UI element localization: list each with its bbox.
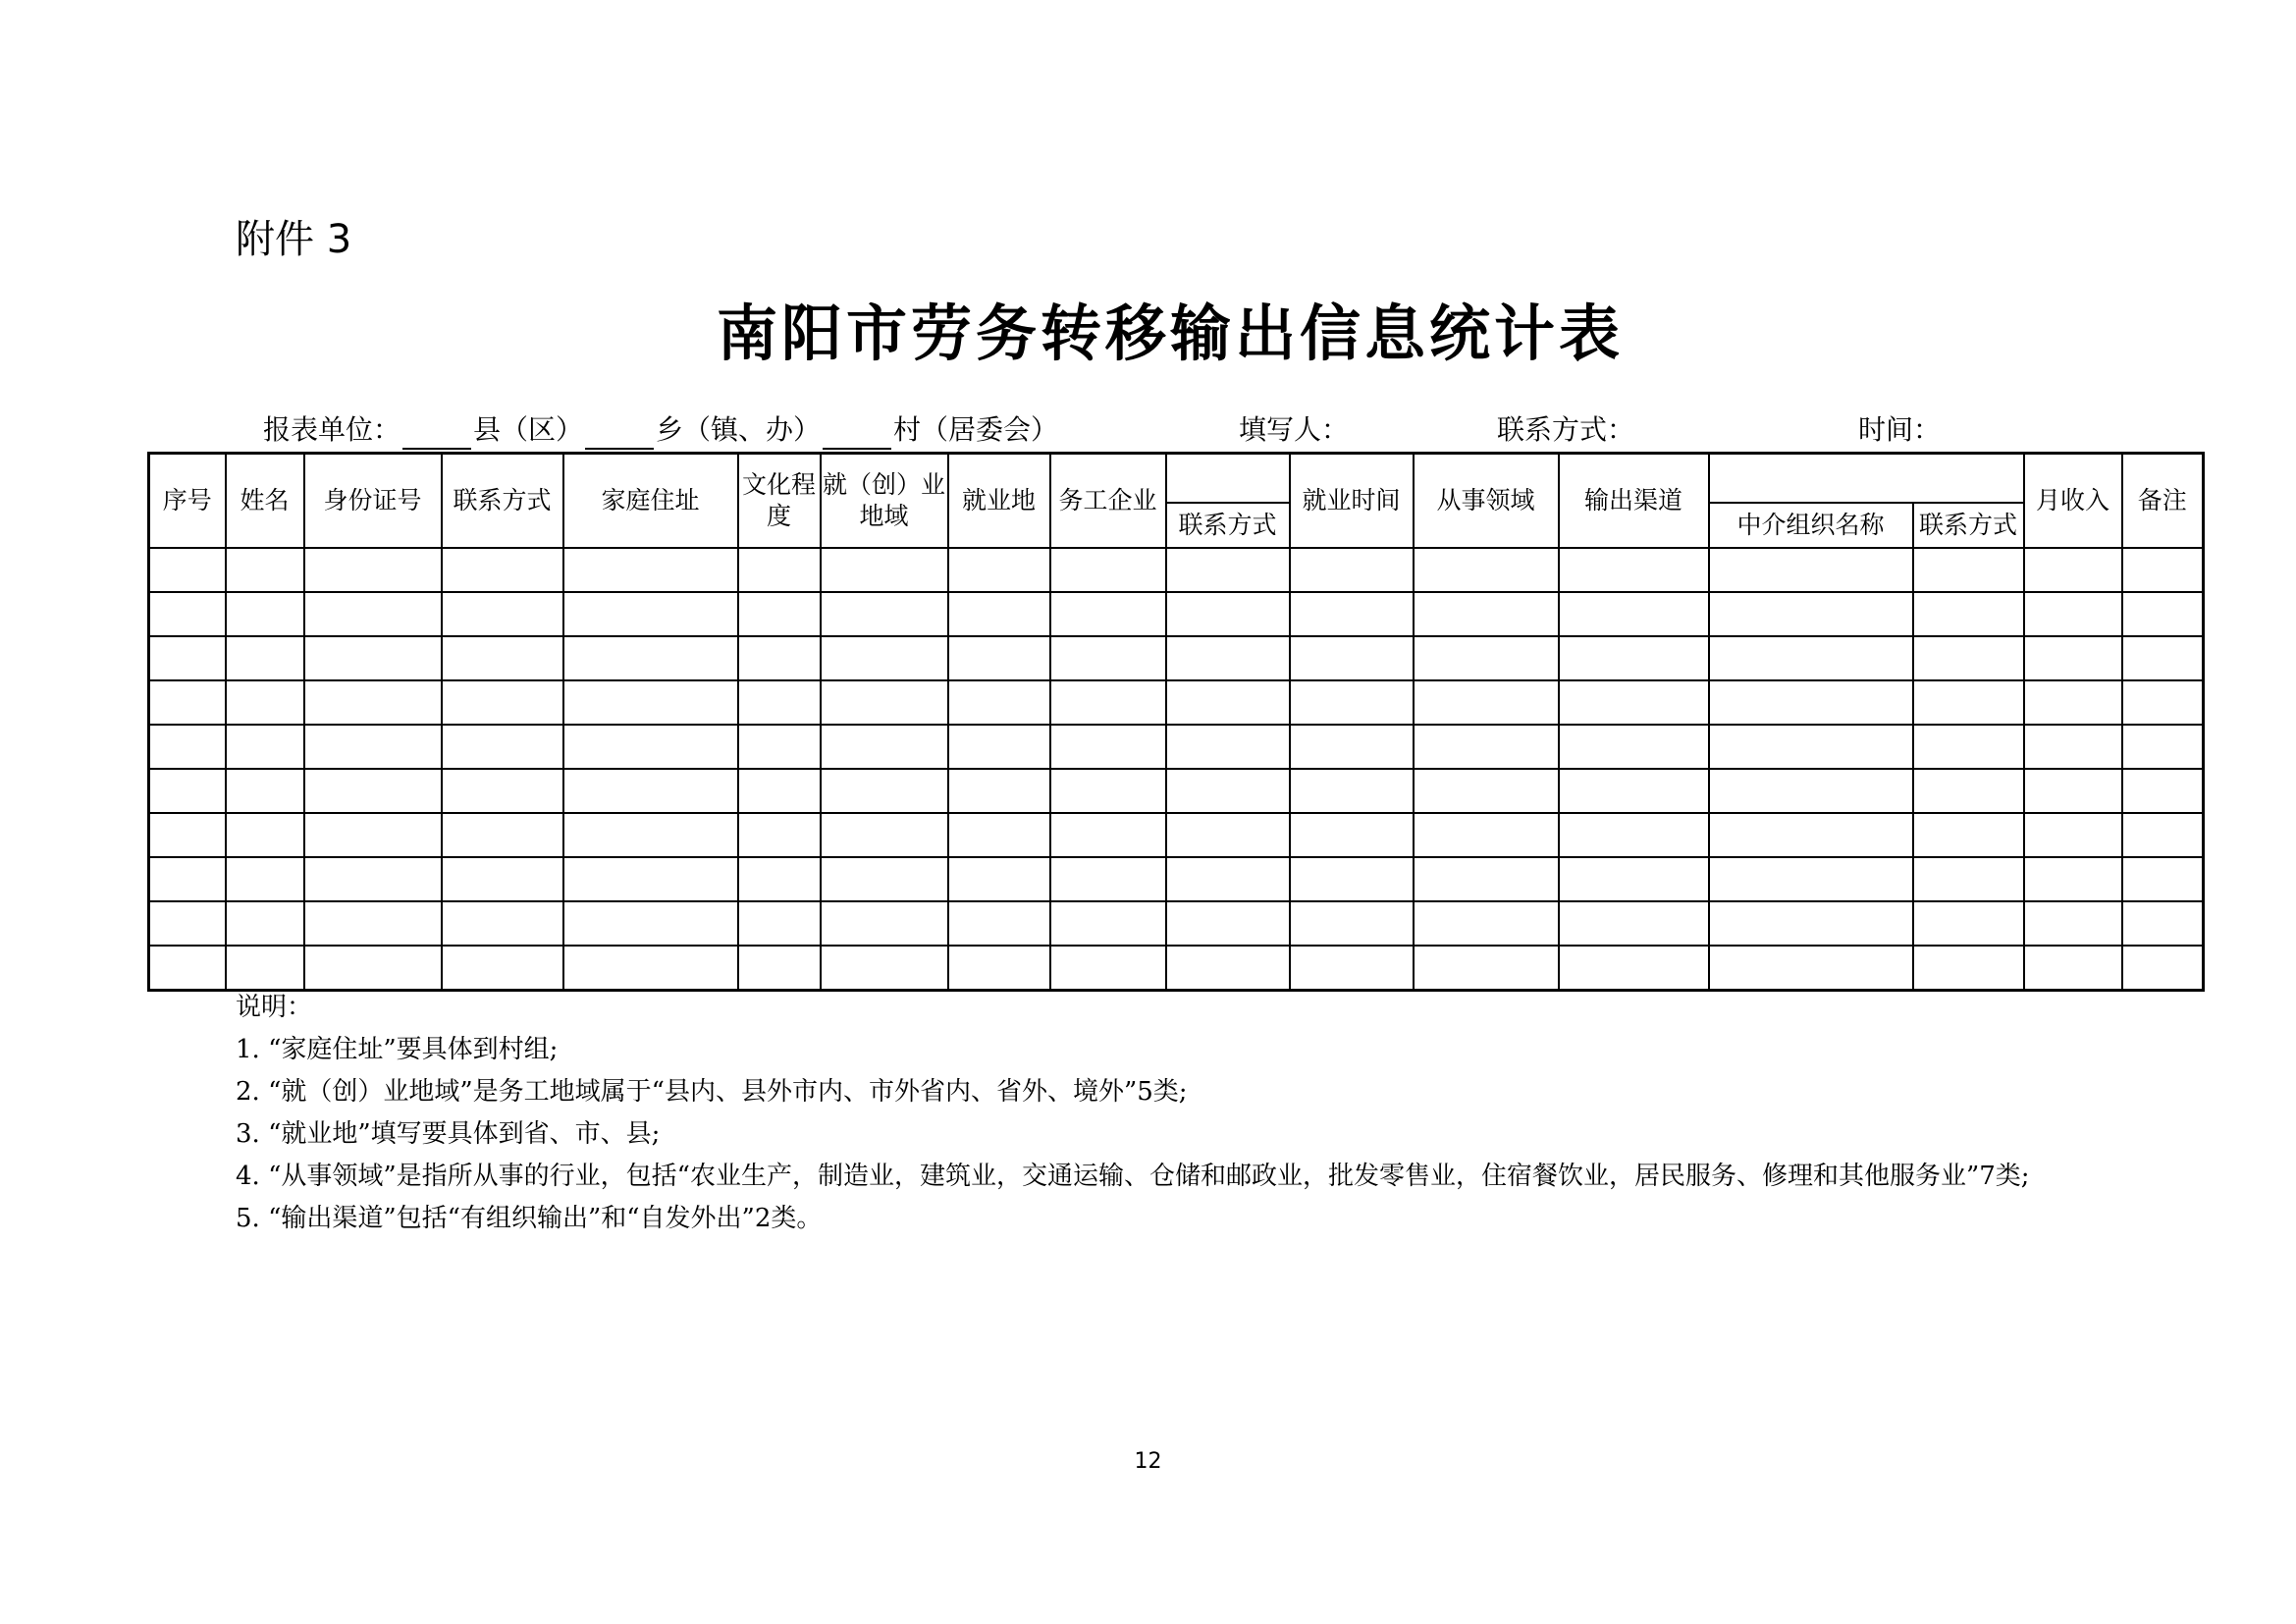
table-cell[interactable] [1290, 592, 1414, 636]
table-cell[interactable] [563, 769, 738, 813]
header-education-line2: 度 [766, 502, 791, 530]
table-cell[interactable] [821, 813, 948, 857]
table-cell[interactable] [2024, 769, 2122, 813]
table-cell[interactable] [2122, 857, 2204, 901]
table-cell[interactable] [226, 946, 304, 991]
village-label: 村（居委会） [893, 413, 1059, 446]
table-row [149, 946, 2204, 991]
table-cell[interactable] [1559, 901, 1709, 946]
table-cell[interactable] [149, 548, 226, 592]
table-cell[interactable] [1290, 813, 1414, 857]
table-body [149, 548, 2204, 991]
table-cell[interactable] [2024, 592, 2122, 636]
table-cell[interactable] [1709, 636, 1913, 680]
table-cell[interactable] [1290, 901, 1414, 946]
table-cell[interactable] [563, 636, 738, 680]
table-cell[interactable] [1290, 725, 1414, 769]
table-cell[interactable] [1559, 946, 1709, 991]
table-cell[interactable] [226, 901, 304, 946]
page-number: 12 [1134, 1449, 1162, 1474]
table-cell[interactable] [1290, 857, 1414, 901]
table-cell[interactable] [2024, 901, 2122, 946]
note-item: 1. “家庭住址”要具体到村组; [236, 1035, 559, 1064]
contact-label: 联系方式： [1497, 413, 1635, 446]
table-cell[interactable] [948, 901, 1050, 946]
header-remarks: 备注 [2122, 454, 2204, 549]
statistics-table [147, 452, 2205, 992]
table-cell[interactable] [1559, 857, 1709, 901]
table-cell[interactable] [1414, 548, 1559, 592]
table-cell[interactable] [1559, 548, 1709, 592]
table-cell[interactable] [563, 857, 738, 901]
header-employment-region [821, 454, 948, 549]
table-cell[interactable] [2122, 680, 2204, 725]
table-cell[interactable] [1913, 946, 2024, 991]
table-cell[interactable] [821, 725, 948, 769]
table-cell[interactable] [1166, 725, 1290, 769]
table-cell[interactable] [442, 725, 563, 769]
table-cell[interactable] [442, 857, 563, 901]
table-cell[interactable] [1559, 592, 1709, 636]
table-cell[interactable] [821, 769, 948, 813]
table-row [149, 769, 2204, 813]
table-cell[interactable] [2122, 813, 2204, 857]
header-workplace: 就业地 [948, 454, 1050, 549]
table-cell[interactable] [149, 857, 226, 901]
table-cell[interactable] [1709, 813, 1913, 857]
table-cell[interactable] [738, 636, 821, 680]
table-cell[interactable] [1290, 680, 1414, 725]
table-cell[interactable] [1050, 725, 1166, 769]
table-cell[interactable] [1050, 636, 1166, 680]
table-cell[interactable] [563, 725, 738, 769]
table-cell[interactable] [563, 813, 738, 857]
table-cell[interactable] [738, 725, 821, 769]
table-cell[interactable] [948, 946, 1050, 991]
table-cell[interactable] [1913, 680, 2024, 725]
table-cell[interactable] [1414, 946, 1559, 991]
header-employer-contact: 联系方式 [1166, 503, 1290, 548]
table-cell[interactable] [442, 592, 563, 636]
table-cell[interactable] [738, 769, 821, 813]
document-title: 南阳市劳务转移输出信息统计表 [716, 298, 1624, 369]
note-item: 5. “输出渠道”包括“有组织输出”和“自发外出”2类。 [236, 1204, 823, 1233]
table-cell[interactable] [1414, 901, 1559, 946]
table-row [149, 901, 2204, 946]
table-cell[interactable] [1050, 769, 1166, 813]
header-employer: 务工企业 [1050, 454, 1166, 549]
header-agency-contact: 联系方式 [1913, 503, 2024, 548]
table-cell[interactable] [563, 901, 738, 946]
time-label: 时间： [1858, 413, 1942, 446]
table-cell[interactable] [738, 592, 821, 636]
header-seq: 序号 [149, 454, 226, 549]
table-cell[interactable] [1050, 946, 1166, 991]
report-unit-line [263, 410, 1058, 450]
table-cell[interactable] [1050, 680, 1166, 725]
table-cell[interactable] [226, 857, 304, 901]
table-cell[interactable] [1290, 636, 1414, 680]
table-cell[interactable] [442, 636, 563, 680]
table-cell[interactable] [226, 725, 304, 769]
header-home-address: 家庭住址 [563, 454, 738, 549]
table-cell[interactable] [1050, 813, 1166, 857]
table-cell[interactable] [304, 946, 442, 991]
table-row [149, 636, 2204, 680]
note-item: 3. “就业地”填写要具体到省、市、县; [236, 1119, 661, 1149]
table-cell[interactable] [1050, 592, 1166, 636]
table-cell[interactable] [442, 769, 563, 813]
table-cell[interactable] [149, 769, 226, 813]
table-cell[interactable] [1414, 769, 1559, 813]
table-row [149, 680, 2204, 725]
table-cell[interactable] [563, 946, 738, 991]
table-cell[interactable] [2024, 813, 2122, 857]
table-cell[interactable] [304, 636, 442, 680]
table-cell[interactable] [563, 680, 738, 725]
table-cell[interactable] [1166, 548, 1290, 592]
table-cell[interactable] [1414, 592, 1559, 636]
table-cell[interactable] [1913, 857, 2024, 901]
table-cell[interactable] [1166, 946, 1290, 991]
table-cell[interactable] [1166, 592, 1290, 636]
table-cell[interactable] [1414, 680, 1559, 725]
table-cell[interactable] [2024, 680, 2122, 725]
table-cell[interactable] [738, 946, 821, 991]
header-employer-contact-top [1166, 454, 1290, 504]
table-cell[interactable] [821, 901, 948, 946]
header-contact: 联系方式 [442, 454, 563, 549]
table-cell[interactable] [738, 548, 821, 592]
header-agency-name: 中介组织名称 [1709, 503, 1913, 548]
table-cell[interactable] [226, 592, 304, 636]
table-cell[interactable] [1913, 548, 2024, 592]
village-blank [823, 418, 891, 450]
table-cell[interactable] [948, 680, 1050, 725]
table-cell[interactable] [948, 725, 1050, 769]
table-cell[interactable] [563, 592, 738, 636]
table-cell[interactable] [2024, 946, 2122, 991]
table-cell[interactable] [821, 548, 948, 592]
header-monthly-income: 月收入 [2024, 454, 2122, 549]
table-cell[interactable] [821, 857, 948, 901]
table-cell[interactable] [1913, 813, 2024, 857]
table-cell[interactable] [948, 813, 1050, 857]
table-cell[interactable] [442, 813, 563, 857]
table-cell[interactable] [1709, 946, 1913, 991]
header-region-line1: 就（创）业 [822, 470, 945, 499]
table-cell[interactable] [1166, 636, 1290, 680]
notes-heading: 说明： [236, 993, 313, 1022]
table-cell[interactable] [1559, 813, 1709, 857]
table-cell[interactable] [1050, 901, 1166, 946]
table-cell[interactable] [948, 548, 1050, 592]
table-cell[interactable] [149, 813, 226, 857]
county-blank [402, 418, 471, 450]
table-cell[interactable] [1166, 857, 1290, 901]
table-cell[interactable] [1913, 901, 2024, 946]
table-cell[interactable] [149, 901, 226, 946]
table-cell[interactable] [2024, 857, 2122, 901]
header-agency-group [1709, 454, 2024, 504]
table-cell[interactable] [1414, 725, 1559, 769]
table-cell[interactable] [226, 548, 304, 592]
header-name: 姓名 [226, 454, 304, 549]
table-cell[interactable] [948, 592, 1050, 636]
township-label: 乡（镇、办） [656, 413, 822, 446]
table-row [149, 592, 2204, 636]
note-item: 2. “就（创）业地域”是务工地域属于“县内、县外市内、市外省内、省外、境外”5类; [236, 1077, 1188, 1107]
table-row [149, 725, 2204, 769]
table-cell[interactable] [1290, 548, 1414, 592]
table-cell[interactable] [1050, 548, 1166, 592]
table-cell[interactable] [442, 680, 563, 725]
county-label: 县（区） [473, 413, 584, 446]
table-row [149, 548, 2204, 592]
table-cell[interactable] [821, 946, 948, 991]
table-cell[interactable] [1414, 857, 1559, 901]
table-cell[interactable] [304, 592, 442, 636]
header-education [738, 454, 821, 549]
table-cell[interactable] [1709, 769, 1913, 813]
table-cell[interactable] [1709, 725, 1913, 769]
table-cell[interactable] [563, 548, 738, 592]
table-cell[interactable] [304, 548, 442, 592]
table-cell[interactable] [1290, 769, 1414, 813]
table-cell[interactable] [1290, 946, 1414, 991]
table-cell[interactable] [738, 680, 821, 725]
table-cell[interactable] [304, 725, 442, 769]
table-cell[interactable] [1913, 725, 2024, 769]
header-region-line2: 地域 [859, 502, 909, 530]
table-cell[interactable] [2024, 725, 2122, 769]
table-cell[interactable] [1559, 680, 1709, 725]
table-cell[interactable] [149, 592, 226, 636]
table-cell[interactable] [2122, 946, 2204, 991]
table-cell[interactable] [1166, 813, 1290, 857]
attachment-label: 附件 3 [236, 217, 352, 262]
table-cell[interactable] [2122, 592, 2204, 636]
table-cell[interactable] [1050, 857, 1166, 901]
table-cell[interactable] [1414, 813, 1559, 857]
table-cell[interactable] [948, 857, 1050, 901]
table-cell[interactable] [1166, 901, 1290, 946]
table-cell[interactable] [442, 946, 563, 991]
header-channel: 输出渠道 [1559, 454, 1709, 549]
table-cell[interactable] [2024, 548, 2122, 592]
table-cell[interactable] [226, 769, 304, 813]
table-cell[interactable] [1559, 725, 1709, 769]
table-row [149, 857, 2204, 901]
table-cell[interactable] [1166, 680, 1290, 725]
table-cell[interactable] [948, 636, 1050, 680]
table-cell[interactable] [1414, 636, 1559, 680]
table-cell[interactable] [1709, 680, 1913, 725]
report-unit-label: 报表单位： [263, 413, 401, 446]
filler-label: 填写人： [1239, 413, 1350, 446]
table-row [149, 813, 2204, 857]
table-cell[interactable] [304, 813, 442, 857]
header-education-line1: 文化程 [741, 470, 816, 499]
table-cell[interactable] [948, 769, 1050, 813]
table-cell[interactable] [2024, 636, 2122, 680]
table-cell[interactable] [226, 680, 304, 725]
header-id-number: 身份证号 [304, 454, 442, 549]
table-cell[interactable] [2122, 725, 2204, 769]
table-cell[interactable] [1559, 636, 1709, 680]
table-cell[interactable] [149, 946, 226, 991]
table-cell[interactable] [738, 901, 821, 946]
table-cell[interactable] [821, 636, 948, 680]
table-cell[interactable] [1709, 857, 1913, 901]
table-cell[interactable] [226, 813, 304, 857]
table-cell[interactable] [442, 901, 563, 946]
table-cell[interactable] [1913, 592, 2024, 636]
header-industry: 从事领域 [1414, 454, 1559, 549]
table-cell[interactable] [1913, 769, 2024, 813]
table-cell[interactable] [442, 548, 563, 592]
table-cell[interactable] [1709, 548, 1913, 592]
table-cell[interactable] [738, 857, 821, 901]
table-cell[interactable] [1913, 636, 2024, 680]
table-cell[interactable] [2122, 901, 2204, 946]
table-cell[interactable] [738, 813, 821, 857]
table-cell[interactable] [226, 636, 304, 680]
table-cell[interactable] [821, 592, 948, 636]
table-cell[interactable] [1559, 769, 1709, 813]
notes-section [236, 987, 2160, 1240]
table-cell[interactable] [1709, 901, 1913, 946]
table-cell[interactable] [1166, 769, 1290, 813]
table-cell[interactable] [2122, 636, 2204, 680]
table-cell[interactable] [149, 680, 226, 725]
table-cell[interactable] [821, 680, 948, 725]
table-cell[interactable] [304, 901, 442, 946]
table-cell[interactable] [1709, 592, 1913, 636]
table-cell[interactable] [2122, 769, 2204, 813]
note-item: 4. “从事领域”是指所从事的行业，包括“农业生产，制造业，建筑业，交通运输、仓储和邮政业，批发零售业，住宿餐饮业，居民服务、修理和其他服务业”7类; [236, 1162, 2030, 1191]
table-cell[interactable] [149, 636, 226, 680]
table-cell[interactable] [149, 725, 226, 769]
table-cell[interactable] [2122, 548, 2204, 592]
table-cell[interactable] [304, 769, 442, 813]
table-cell[interactable] [304, 680, 442, 725]
header-employ-time: 就业时间 [1290, 454, 1414, 549]
table-cell[interactable] [304, 857, 442, 901]
township-blank [585, 418, 654, 450]
